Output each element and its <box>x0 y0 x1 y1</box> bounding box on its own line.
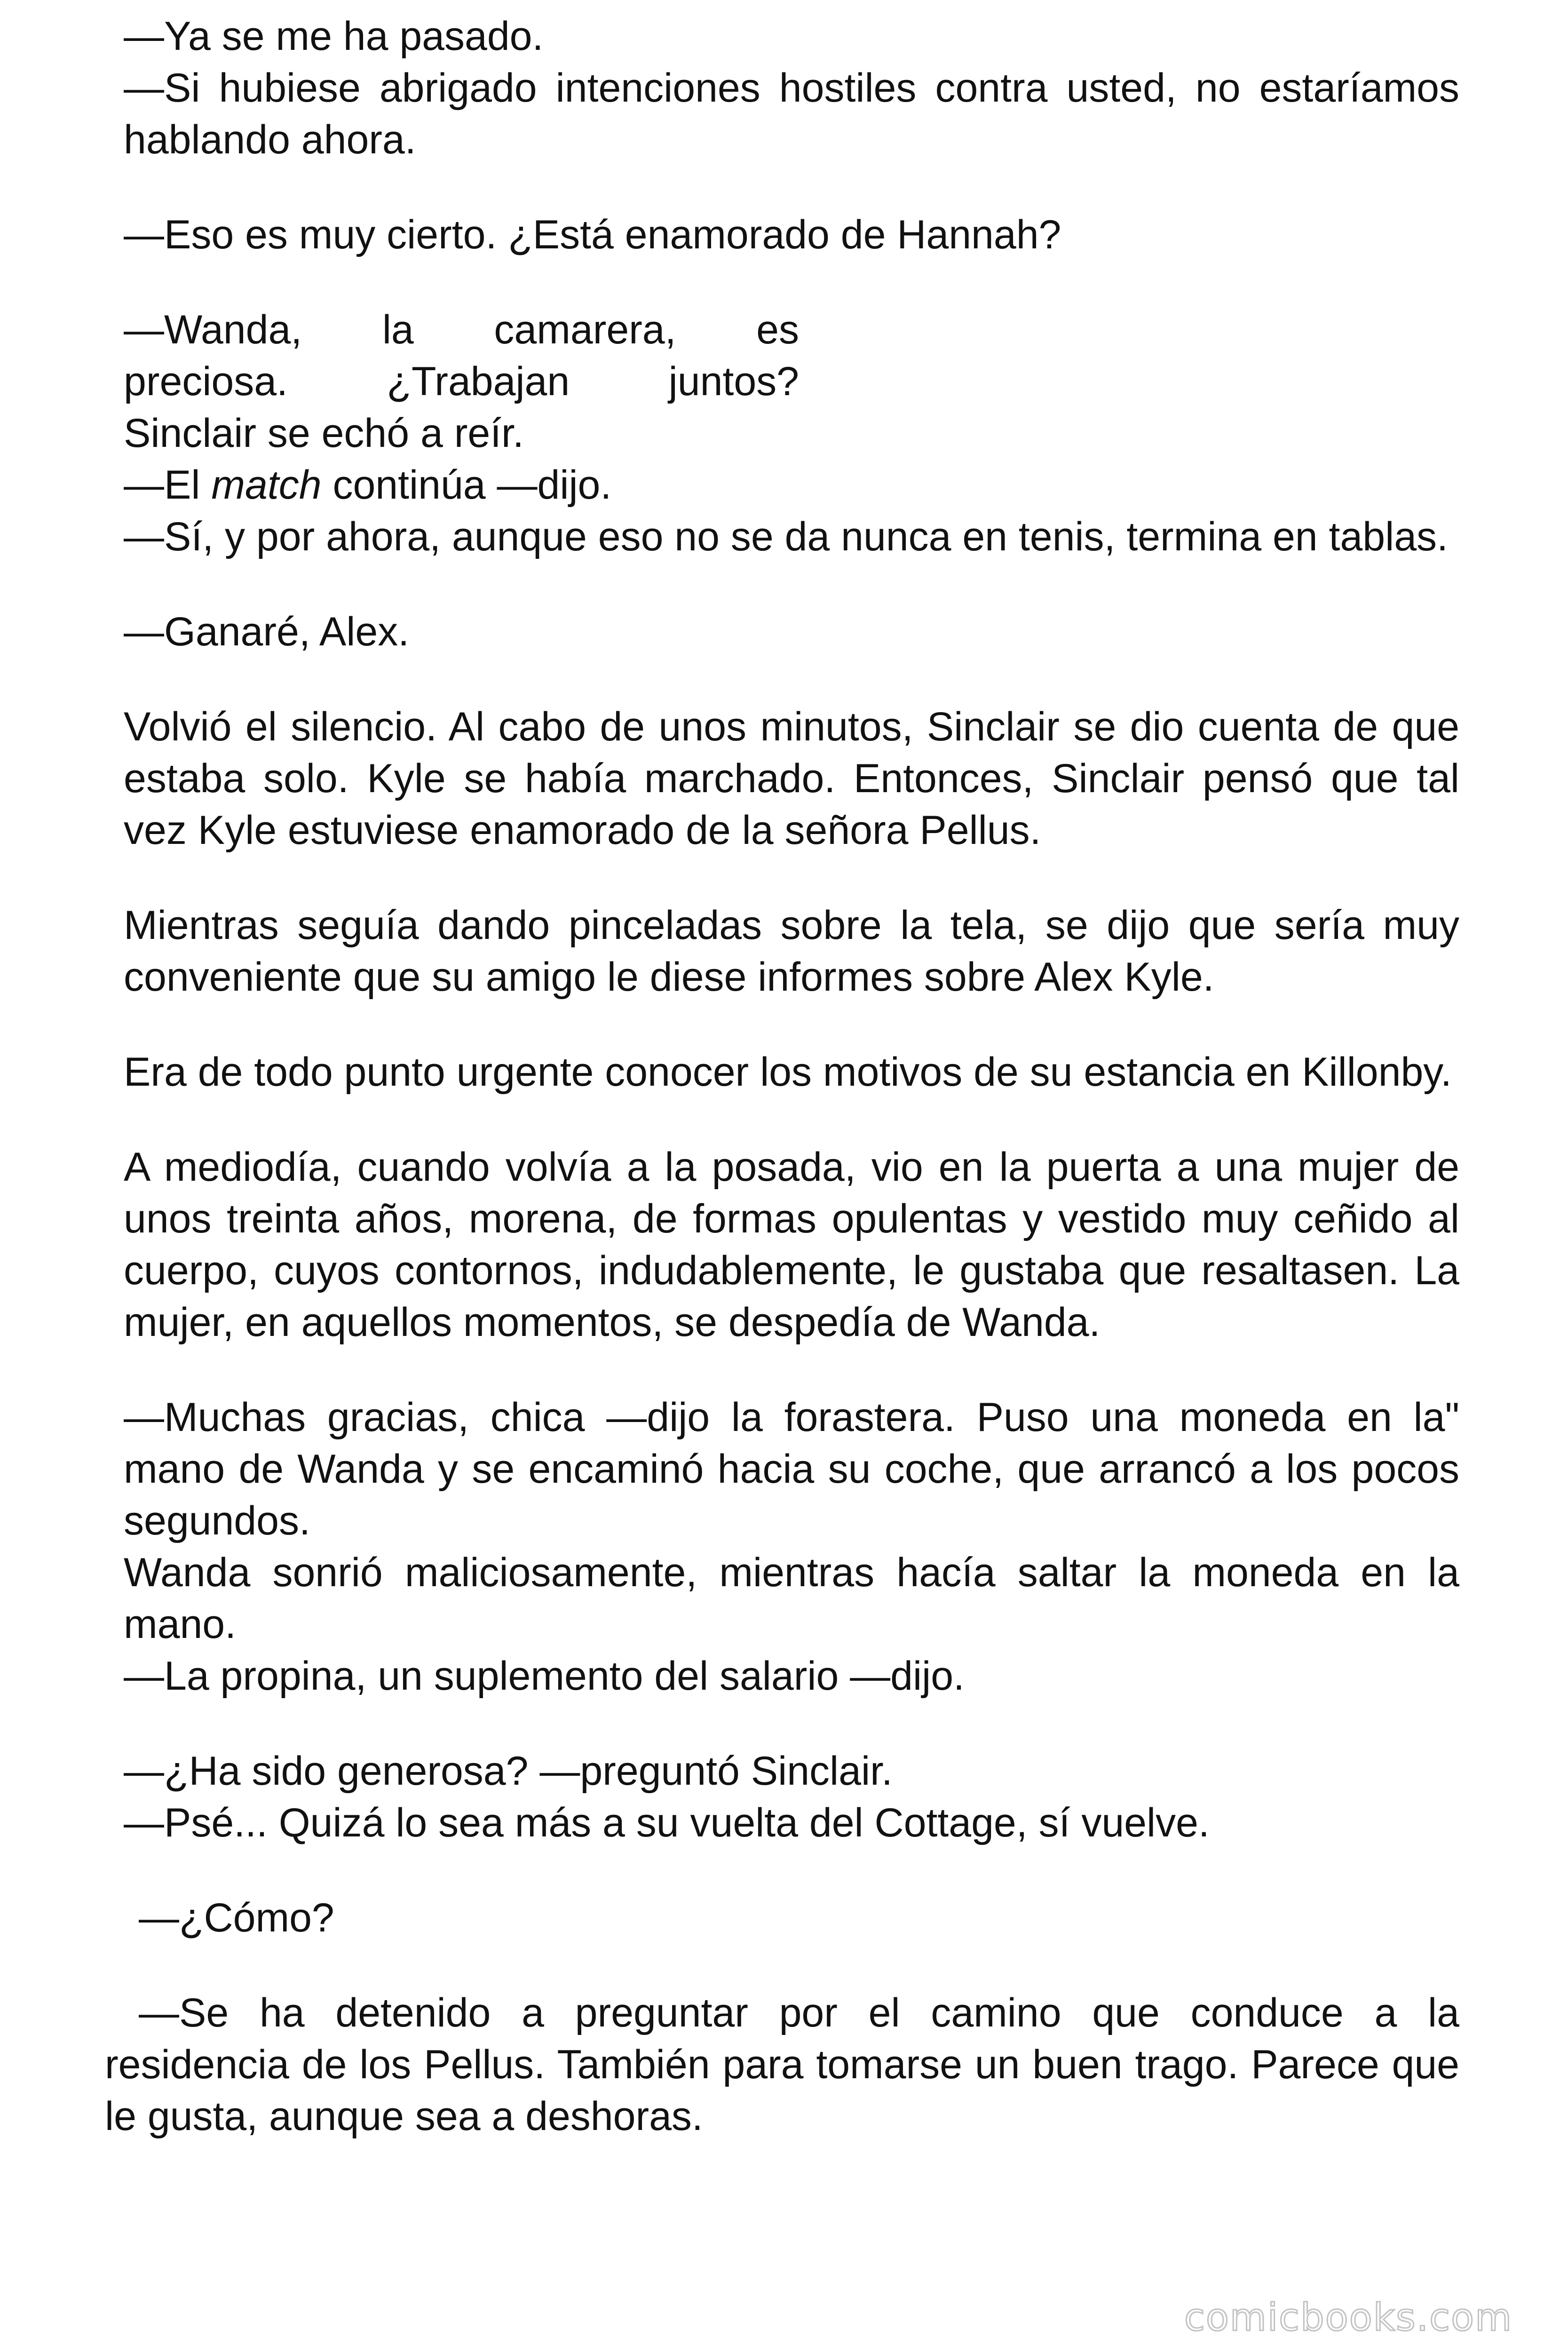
paragraph: —Muchas gracias, chica —dijo la forastera. Puso una moneda en la" mano de Wanda y se encaminó hacia su coche, que arrancó a los pocos segundos. <box>124 1395 1459 1543</box>
paragraph: —¿Cómo? <box>139 1895 334 1940</box>
paragraph: A mediodía, cuando volvía a la posada, vio en la puerta a una mujer de unos treinta años, morena, de formas opulentas y vestido muy ceñido al cuerpo, cuyos contornos, indudablemente, le gustaba que resaltasen. La mujer, en aquellos momentos, se despedía de Wanda. <box>124 1144 1459 1345</box>
paragraph: —Sí, y por ahora, aunque eso no se da nunca en tenis, termina en tablas. <box>124 514 1448 559</box>
paragraph <box>124 459 1459 511</box>
paragraph: —¿Ha sido generosa? —preguntó Sinclair. <box>124 1748 893 1794</box>
narrow-line: —Wanda, la camarera, es <box>124 307 799 352</box>
paragraph-hanging <box>105 1987 1459 2142</box>
paragraph: —Ya se me ha pasado. <box>124 14 544 59</box>
body-text <box>105 10 1459 2142</box>
continuation: residencia de los Pellus. También para tomarse un buen trago. Parece que le gusta, aunque sea a deshoras. <box>105 2042 1459 2139</box>
paragraph: —Si hubiese abrigado intenciones hostiles contra usted, no estaríamos hablando ahora. <box>124 65 1459 162</box>
paragraph: Sinclair se echó a reír. <box>124 411 524 456</box>
paragraph-narrow <box>124 304 1459 407</box>
narrow-line: preciosa. ¿Trabajan juntos? <box>124 359 799 404</box>
paragraph: Mientras seguía dando pinceladas sobre la tela, se dijo que sería muy conveniente que su amigo le diese informes sobre Alex Kyle. <box>124 903 1459 1000</box>
text-run: continúa —dijo. <box>321 462 612 508</box>
watermark-logo: comicbooks.com <box>1184 2296 1513 2339</box>
italic-word: match <box>211 462 322 508</box>
paragraph: —La propina, un suplemento del salario —dijo. <box>124 1653 965 1699</box>
paragraph: —Ganaré, Alex. <box>124 609 410 654</box>
text-run: —El <box>124 462 212 508</box>
paragraph: Volvió el silencio. Al cabo de unos minutos, Sinclair se dio cuenta de que estaba solo. Kyle se había marchado. Entonces, Sinclair pensó que tal vez Kyle estuviese enamorado de la señora Pellus. <box>124 704 1459 853</box>
paragraph: Wanda sonrió maliciosamente, mientras hacía saltar la moneda en la mano. <box>124 1550 1459 1647</box>
paragraph: —Psé... Quizá lo sea más a su vuelta del Cottage, sí vuelve. <box>124 1800 1210 1845</box>
paragraph: Era de todo punto urgente conocer los motivos de su estancia en Killonby. <box>124 1049 1452 1095</box>
first-line: —Se ha detenido a preguntar por el camino que conduce a la <box>139 1990 1459 2035</box>
paragraph: —Eso es muy cierto. ¿Está enamorado de Hannah? <box>124 212 1061 257</box>
